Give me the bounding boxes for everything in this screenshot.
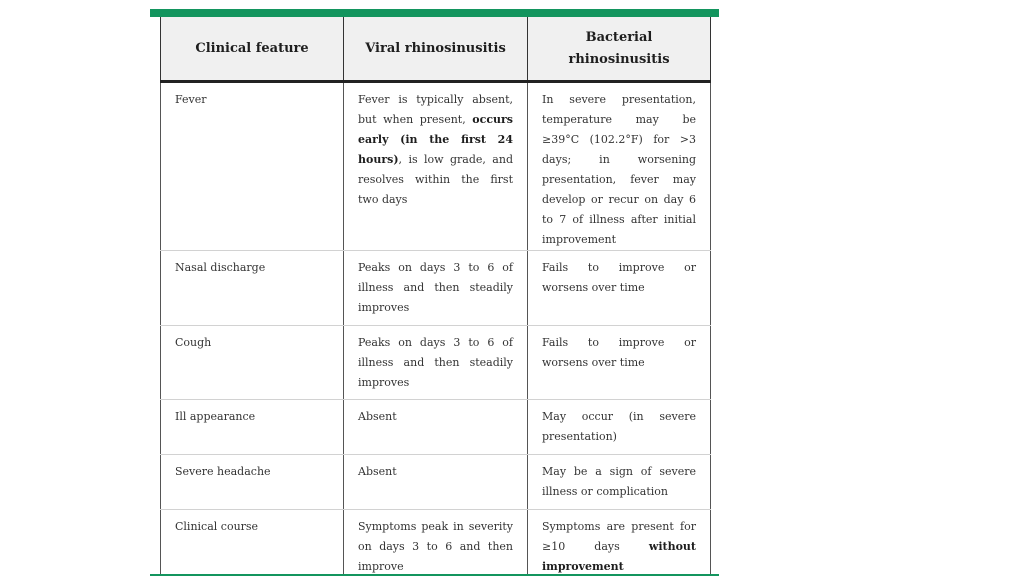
bacterial-bold-text: without improvement [542,540,696,573]
header-clinical-feature: Clinical feature [161,17,344,82]
feature-cell: Cough [161,326,344,400]
bacterial-cell: May be a sign of severe illness or complication [528,455,711,510]
viral-cell: Peaks on days 3 to 6 of illness and then steadily improves [344,326,528,400]
feature-cell: Ill appearance [161,400,344,455]
bacterial-text: Symptoms are present for ≥10 days [542,520,696,553]
table-row [161,510,711,576]
viral-text: Fever is typically absent, but when present, [358,93,513,126]
viral-bold-text: occurs early (in the first 24 hours) [358,113,513,166]
bacterial-cell: Fails to improve or worsens over time [528,251,711,326]
comparison-table [160,17,711,576]
header-bacterial: Bacterial rhinosinusitis [528,17,711,82]
viral-cell: Absent [344,455,528,510]
table-row [161,82,711,251]
bacterial-cell: Fails to improve or worsens over time [528,326,711,400]
header-viral: Viral rhinosinusitis [344,17,528,82]
accent-top-bar [150,9,719,17]
table-row [161,455,711,510]
viral-cell [344,82,528,251]
table-row [161,326,711,400]
header-row [161,17,711,82]
viral-cell: Absent [344,400,528,455]
feature-cell: Fever [161,82,344,251]
viral-text-tail: , is low grade, and resolves within the first two days [358,153,513,206]
viral-cell: Peaks on days 3 to 6 of illness and then steadily improves [344,251,528,326]
feature-cell: Severe headache [161,455,344,510]
feature-cell: Nasal discharge [161,251,344,326]
bacterial-cell [528,510,711,576]
feature-cell: Clinical course [161,510,344,576]
viral-cell: Symptoms peak in severity on days 3 to 6 and then improve [344,510,528,576]
bacterial-cell: May occur (in severe presentation) [528,400,711,455]
table-row [161,251,711,326]
bacterial-cell: In severe presentation, temperature may be ≥39°C (102.2°F) for >3 days; in worsening presentation, fever may develop or recur on day 6 to 7 of illness after initial improvement [528,82,711,251]
table-row [161,400,711,455]
table-card [150,9,719,576]
